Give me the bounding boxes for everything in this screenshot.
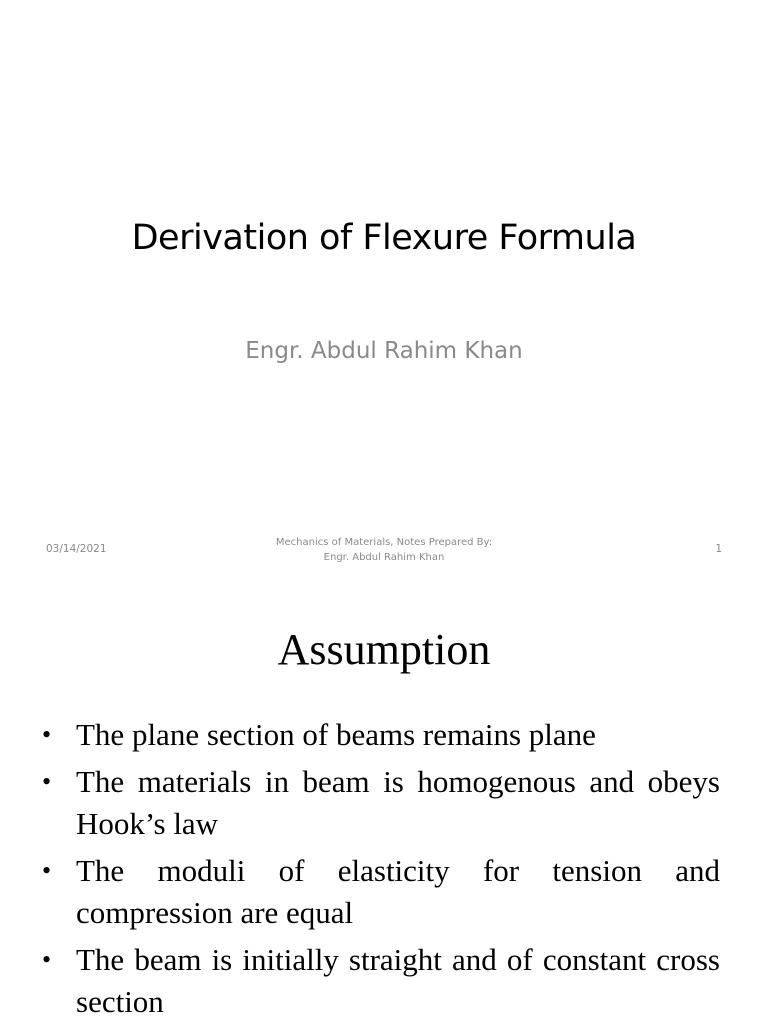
- footer-course-credit: [234, 535, 534, 565]
- list-item: [42, 714, 720, 756]
- list-item-text: The materials in beam is homogenous and obeys Hook’s law: [76, 764, 720, 841]
- list-item: [42, 939, 720, 1023]
- footer-line-1: Mechanics of Materials, Notes Prepared By:: [275, 537, 493, 548]
- list-item-text: The beam is initially straight and of constant cross section: [76, 942, 720, 1019]
- footer-line-2: Engr. Abdul Rahim Khan: [323, 552, 445, 563]
- slide-2: [0, 576, 768, 1024]
- bullet-icon: •: [42, 945, 52, 974]
- slide-subtitle-author: Engr. Abdul Rahim Khan: [245, 338, 523, 364]
- assumption-list: [42, 714, 720, 1024]
- list-item: [42, 850, 720, 934]
- bullet-icon: •: [42, 856, 52, 885]
- footer-page-number: 1: [715, 543, 722, 555]
- list-item-text: The moduli of elasticity for tension and compression are equal: [76, 853, 720, 930]
- slide-title: Derivation of Flexure Formula: [131, 218, 637, 258]
- slide-title: Assumption: [277, 625, 491, 674]
- footer-date: 03/14/2021: [46, 543, 107, 555]
- bullet-icon: •: [42, 767, 52, 796]
- list-item-text: The plane section of beams remains plane: [76, 717, 596, 752]
- list-item: [42, 761, 720, 845]
- bullet-icon: •: [42, 720, 52, 749]
